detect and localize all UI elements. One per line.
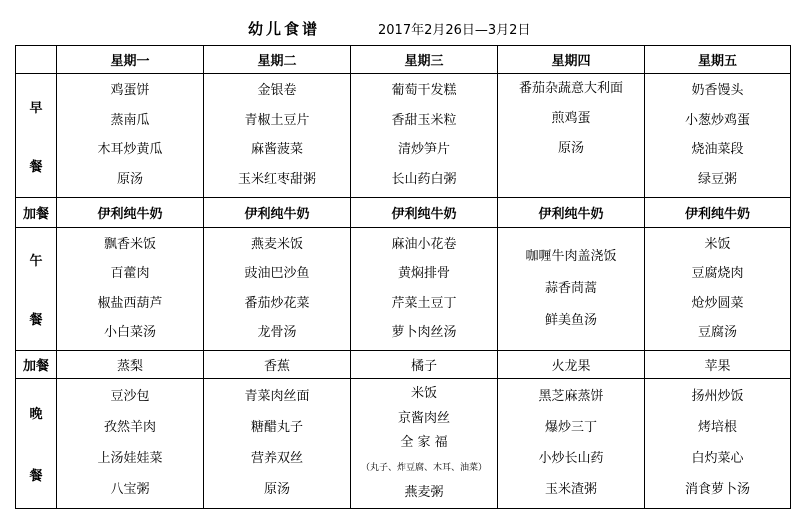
dish: 八宝粥 — [110, 482, 150, 497]
menu-cell — [645, 379, 791, 509]
meal-label-breakfast: 早 餐 — [16, 74, 57, 198]
meal-label-snack: 加餐 — [16, 198, 57, 228]
dish: 鲜美鱼汤 — [544, 313, 597, 328]
snack-cell: 伊利纯牛奶 — [57, 198, 204, 228]
snack-cell: 伊利纯牛奶 — [645, 198, 791, 228]
dinner-row — [16, 379, 791, 509]
dish: 龙骨汤 — [257, 324, 297, 340]
menu-cell — [498, 74, 645, 198]
dish: 燕麦粥 — [404, 485, 444, 501]
menu-cell — [351, 74, 498, 198]
dish: 玉米红枣甜粥 — [237, 171, 316, 187]
dish: 奶香馒头 — [691, 83, 744, 99]
dish: 黑芝麻蒸饼 — [538, 389, 604, 404]
dish: 白灼菜心 — [691, 451, 744, 466]
menu-cell — [204, 379, 351, 509]
menu-cell — [645, 74, 791, 198]
dish: 鸡蛋饼 — [110, 83, 150, 99]
snack-cell: 伊利纯牛奶 — [351, 198, 498, 228]
dish: 京酱肉丝 — [397, 410, 450, 426]
dish: 小白菜汤 — [103, 324, 156, 340]
menu-cell — [204, 74, 351, 198]
dish: 糖醋丸子 — [250, 420, 303, 435]
dish: 原汤 — [557, 141, 584, 156]
dish: 咖喱牛肉盖浇饭 — [525, 249, 617, 264]
dish: 黄焖排骨 — [397, 266, 450, 282]
snack-cell: 香蕉 — [204, 351, 351, 379]
dish: 番茄杂蔬意大利面 — [518, 81, 623, 96]
snack-cell: 蒸梨 — [57, 351, 204, 379]
breakfast-row — [16, 74, 791, 198]
dish: 豆沙包 — [110, 389, 150, 404]
menu-table — [15, 45, 791, 509]
dish: 玉米渣粥 — [544, 482, 597, 497]
dish: 扬州炒饭 — [691, 389, 744, 404]
lunch-row — [16, 228, 791, 351]
dish: 椒盐西葫芦 — [97, 295, 163, 311]
snack-cell: 苹果 — [645, 351, 791, 379]
snack-cell: 火龙果 — [498, 351, 645, 379]
dish: 烧油菜段 — [691, 142, 744, 158]
dish: 原汤 — [116, 171, 143, 187]
snack-row-morning — [16, 198, 791, 228]
dish: 青椒土豆片 — [244, 112, 310, 128]
menu-cell — [204, 228, 351, 351]
dish: 木耳炒黄瓜 — [97, 142, 163, 158]
snack-cell: 伊利纯牛奶 — [498, 198, 645, 228]
dish: 豆腐烧肉 — [691, 266, 744, 282]
menu-cell — [351, 379, 498, 509]
dish: 豆腐汤 — [697, 324, 737, 340]
snack-cell: 橘子 — [351, 351, 498, 379]
dish: 豉油巴沙鱼 — [244, 266, 310, 282]
corner-cell — [16, 46, 57, 74]
dish: 烤培根 — [697, 420, 737, 435]
menu-cell — [57, 379, 204, 509]
dish: 百藿肉 — [110, 266, 150, 282]
date-range: 2017年2月26日—3月2日 — [378, 23, 531, 38]
dish: 原汤 — [263, 482, 290, 497]
dish: 小炒长山药 — [538, 451, 604, 466]
dish: 上汤娃娃菜 — [97, 451, 163, 466]
dish: 小葱炒鸡蛋 — [684, 112, 750, 128]
meal-label-snack: 加餐 — [16, 351, 57, 379]
meal-label-lunch: 午 餐 — [16, 228, 57, 351]
meal-label-dinner: 晚 餐 — [16, 379, 57, 509]
menu-cell — [351, 228, 498, 351]
dish: 萝卜肉丝汤 — [391, 324, 457, 340]
menu-cell — [57, 228, 204, 351]
day-header: 星期五 — [645, 46, 791, 74]
snack-row-afternoon — [16, 351, 791, 379]
header-row — [16, 46, 791, 74]
day-header: 星期一 — [57, 46, 204, 74]
dish: 全 家 福 — [400, 435, 448, 451]
header — [0, 16, 799, 40]
dish: 青菜肉丝面 — [244, 389, 310, 404]
menu-cell — [498, 379, 645, 509]
dish: 长山药白粥 — [391, 171, 457, 187]
dish: 芹菜土豆丁 — [391, 295, 457, 311]
day-header: 星期二 — [204, 46, 351, 74]
dish: 麻油小花卷 — [391, 237, 457, 253]
dish: 绿豆粥 — [697, 171, 737, 187]
menu-cell — [57, 74, 204, 198]
dish: 金银卷 — [257, 83, 297, 99]
snack-cell: 伊利纯牛奶 — [204, 198, 351, 228]
dish: 清炒笋片 — [397, 142, 450, 158]
dish: 炝炒圆菜 — [691, 295, 744, 311]
dish: 爆炒三丁 — [544, 420, 597, 435]
menu-cell — [498, 228, 645, 351]
day-header: 星期四 — [498, 46, 645, 74]
dish: 米饭 — [410, 385, 437, 401]
dish: 香甜玉米粒 — [391, 112, 457, 128]
day-header: 星期三 — [351, 46, 498, 74]
dish: 煎鸡蛋 — [551, 111, 591, 126]
dish: 孜然羊肉 — [103, 420, 156, 435]
dish: 消食萝卜汤 — [684, 482, 750, 497]
menu-cell — [645, 228, 791, 351]
dish: 营养双丝 — [250, 451, 303, 466]
dish: 葡萄干发糕 — [391, 83, 457, 99]
dish: 麻酱菠菜 — [250, 142, 303, 158]
page-title: 幼儿食谱 — [248, 20, 321, 38]
dish: 番茄炒花菜 — [244, 295, 310, 311]
dish: 蒸南瓜 — [110, 112, 150, 128]
dish: 燕麦米饭 — [250, 237, 303, 253]
dish-note: （丸子、炸豆腐、木耳、油菜） — [360, 463, 487, 474]
dish: 蒜香茼蒿 — [544, 281, 597, 296]
dish: 米饭 — [704, 237, 731, 253]
dish: 飘香米饭 — [103, 237, 156, 253]
